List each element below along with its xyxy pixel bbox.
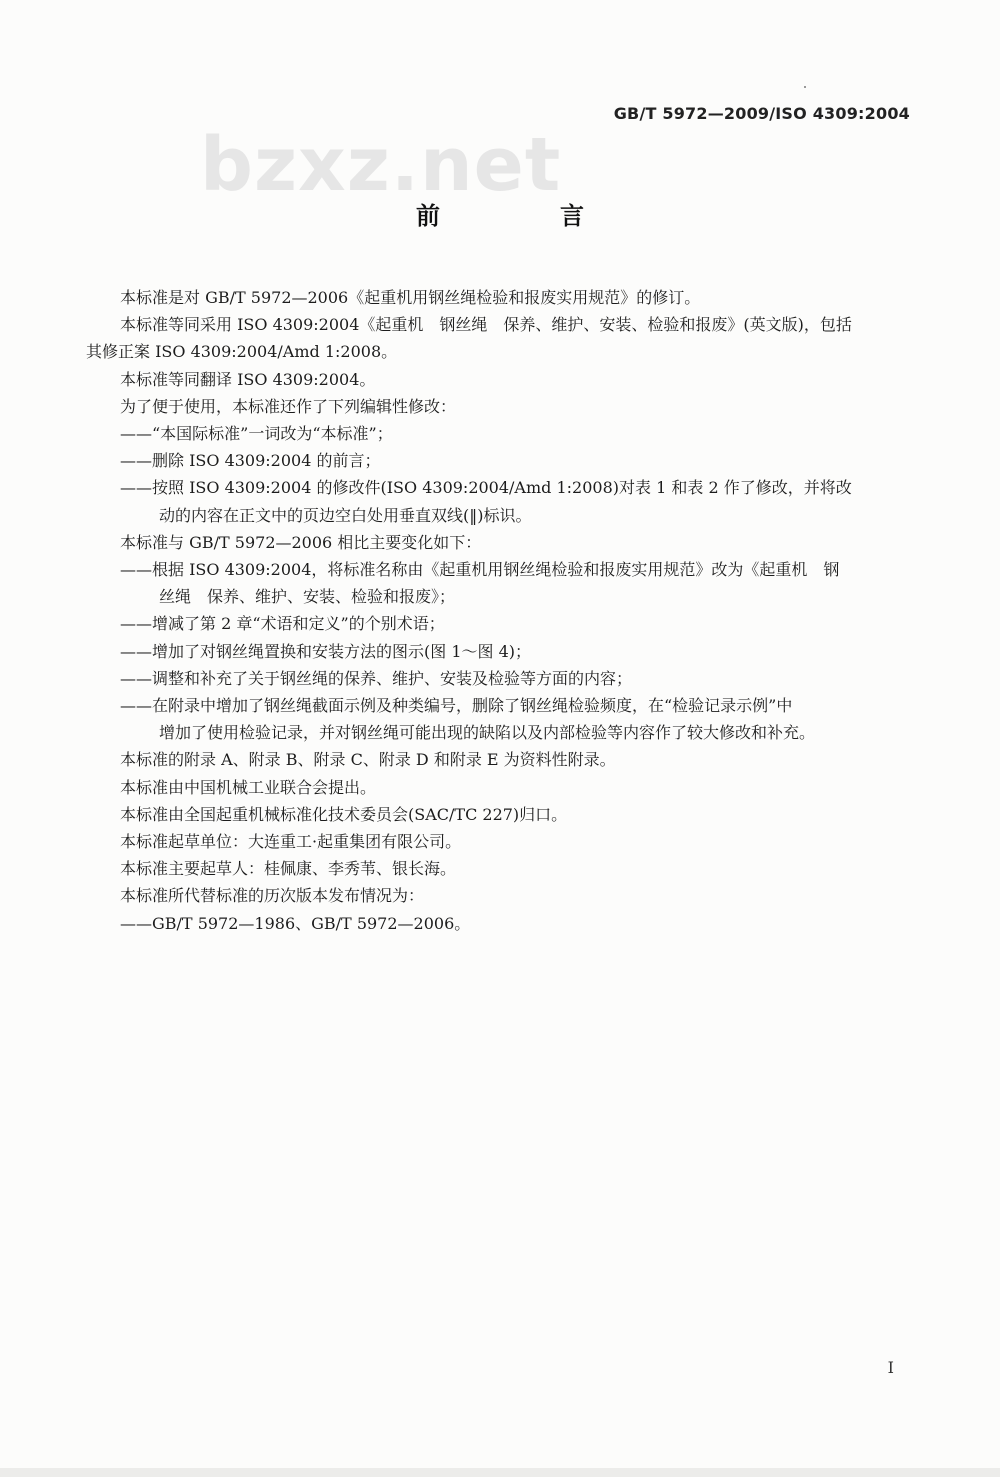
list-item: ——增加了对钢丝绳置换和安装方法的图示(图 1～图 4)；: [120, 641, 532, 661]
list-item: ——在附录中增加了钢丝绳截面示例及种类编号，删除了钢丝绳检验频度，在“检验记录示例”中: [120, 696, 793, 716]
page-title: 前 言: [416, 202, 632, 230]
list-item: ——增减了第 2 章“术语和定义”的个别术语；: [120, 614, 445, 634]
paragraph-drafters: 本标准主要起草人：桂佩康、李秀苇、银长海。: [120, 859, 457, 879]
paragraph-translation: 本标准等同翻译 ISO 4309:2004。: [120, 369, 376, 389]
watermark: bzxz.net: [200, 122, 562, 208]
paragraph-drafting-unit: 本标准起草单位：大连重工·起重集团有限公司。: [120, 832, 462, 852]
foreword-body: [86, 284, 912, 937]
scan-speck: [804, 86, 806, 88]
paragraph-changes-intro: 本标准与 GB/T 5972—2006 相比主要变化如下：: [120, 532, 482, 552]
paragraph-annexes: 本标准的附录 A、附录 B、附录 C、附录 D 和附录 E 为资料性附录。: [120, 750, 616, 770]
standard-code: GB/T 5972—2009/ISO 4309:2004: [613, 104, 910, 123]
bottom-strip: [0, 1468, 1000, 1477]
list-item-cont: 丝绳 保养、维护、安装、检验和报废》；: [159, 587, 456, 607]
paragraph-history-intro: 本标准所代替标准的历次版本发布情况为：: [120, 886, 425, 906]
list-item-cont: 增加了使用检验记录，并对钢丝绳可能出现的缺陷以及内部检验等内容作了较大修改和补充。: [159, 723, 816, 743]
list-item: ——调整和补充了关于钢丝绳的保养、维护、安装及检验等方面的内容；: [120, 668, 633, 688]
list-item: ——GB/T 5972—1986、GB/T 5972—2006。: [120, 913, 471, 933]
list-item: ——按照 ISO 4309:2004 的修改件(ISO 4309:2004/Amd 1:2008)对表 1 和表 2 作了修改，并将改: [120, 478, 852, 498]
list-item-cont: 动的内容在正文中的页边空白处用垂直双线(‖)标识。: [159, 505, 532, 525]
paragraph-adoption-cont: 其修正案 ISO 4309:2004/Amd 1:2008。: [86, 342, 398, 362]
paragraph-editorial-intro: 为了便于使用，本标准还作了下列编辑性修改：: [120, 396, 457, 416]
list-item: ——根据 ISO 4309:2004，将标准名称由《起重机用钢丝绳检验和报废实用规范》改为《起重机 钢: [120, 560, 840, 580]
list-item: ——删除 ISO 4309:2004 的前言；: [120, 451, 381, 471]
page-number: I: [887, 1358, 894, 1377]
paragraph-committee: 本标准由全国起重机械标准化技术委员会(SAC/TC 227)归口。: [120, 804, 568, 824]
list-item: ——“本国际标准”一词改为“本标准”；: [120, 424, 393, 444]
paragraph-proposer: 本标准由中国机械工业联合会提出。: [120, 777, 377, 797]
paragraph-adoption: 本标准等同采用 ISO 4309:2004《起重机 钢丝绳 保养、维护、安装、检验和报废》(英文版)，包括: [120, 315, 852, 335]
paragraph-revision: 本标准是对 GB/T 5972—2006《起重机用钢丝绳检验和报废实用规范》的修订。: [120, 288, 701, 307]
